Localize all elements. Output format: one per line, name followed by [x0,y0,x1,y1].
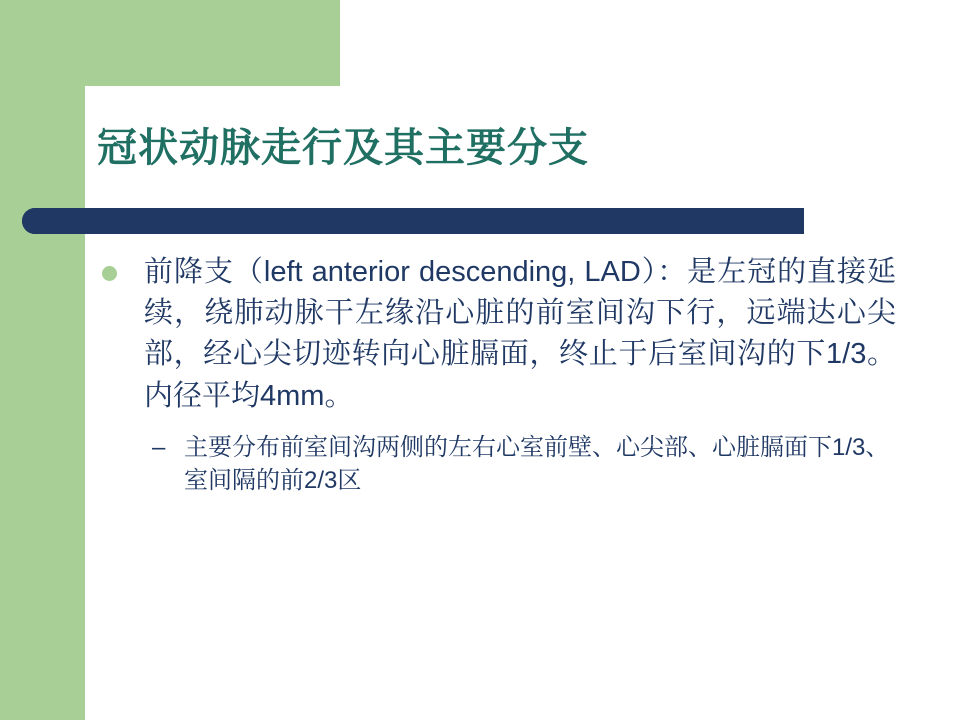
title-underline-bar-cap [22,208,82,234]
list-item-text: 前降支（left anterior descending, LAD）：是左冠的直接延续，绕肺动脉干左缘沿心脏的前室间沟下行，远端达心尖部，经心尖切迹转向心脏膈面，终止于后室间沟的下1/3。内径平均4mm。 [144,256,896,412]
list-item-text: 主要分布前室间沟两侧的左右心室前壁、心尖部、心脏膈面下1/3、室间隔的前2/3区 [184,433,890,495]
page-title: 冠状动脉走行及其主要分支 [97,126,589,170]
list-item [144,431,896,498]
bullet-dash-icon: – [152,433,166,461]
list-item [96,252,896,417]
top-left-green-block [0,0,340,86]
title-underline-bar [22,208,804,234]
bullet-circle-icon [102,266,117,281]
slide-body [96,252,896,498]
